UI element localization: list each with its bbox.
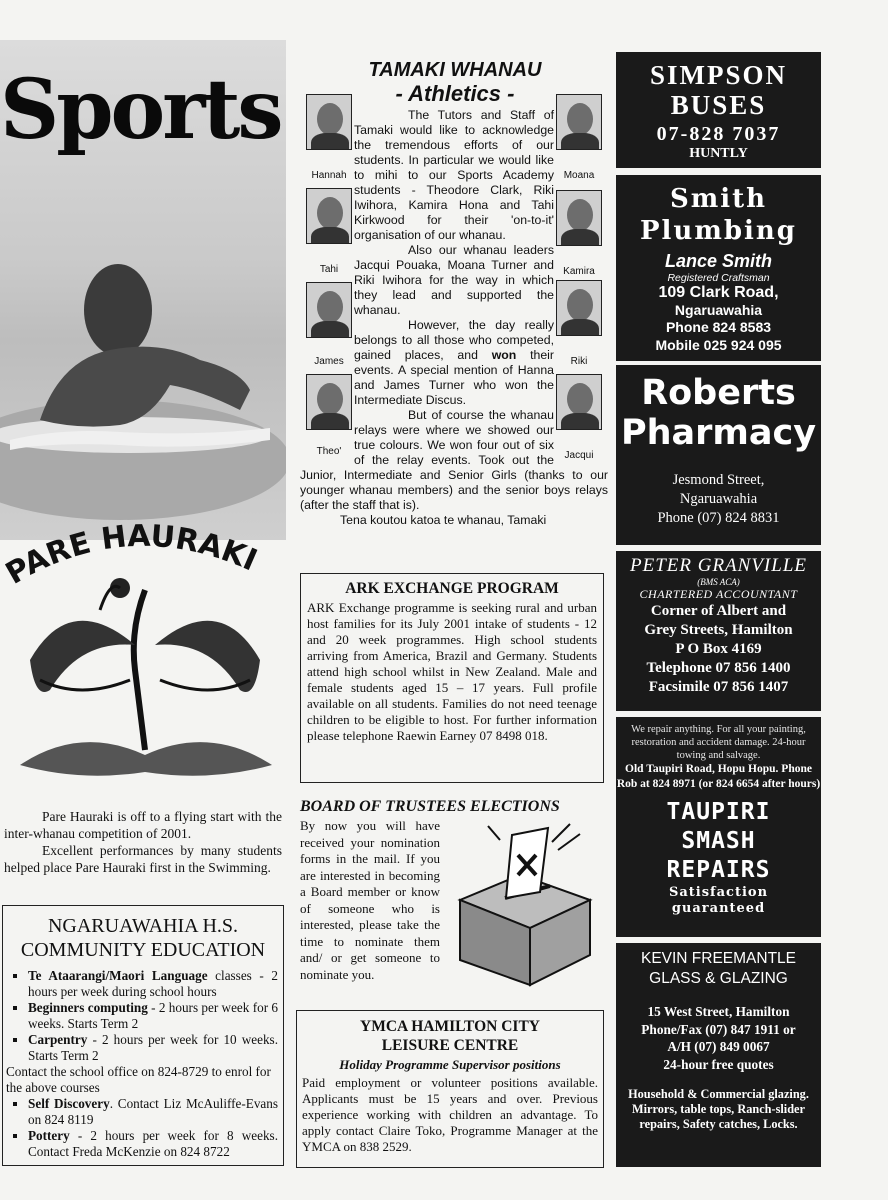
pare-paragraph: Pare Hauraki is off to a flying start with the inter-whanau competition of 2001. <box>4 809 282 841</box>
simpson-buses-ad: SIMPSON BUSES 07-828 7037 HUNTLY <box>616 52 821 168</box>
bird-emblem-icon <box>10 550 280 790</box>
ark-exchange-text: ARK Exchange programme is seeking rural and urban host families for its July 2001 intake of students - 12 and 20 week programmes. High school students arriving from America, Brazil and Germany. Students attend high school whilst in New Zealand. Male and female students aged 15 – 17 years. Full profile available on all students. Families do not need teenage children to be eligible to host. For further information please telephone Raewin Earney 07 8498 018. <box>307 600 597 743</box>
pare-paragraph: Excellent performances by many students helped place Pare Hauraki first in the Swimming. <box>4 843 282 875</box>
board-elections-text: By now you will have received your nomination forms in the mail. If you are interested in becoming a Board member or know of someone who is interested, please take the time to nominate them and/ or get someone to nominate you. <box>300 818 440 982</box>
article-paragraph: Also our whanau leaders Jacqui Pouaka, Moana Turner and Riki Iwihora for the way in which they lead and supported the whanau. <box>354 243 554 317</box>
portrait-caption: Jacqui <box>564 450 594 461</box>
ymca-title: LEISURE CENTRE <box>381 1037 519 1054</box>
article-signoff: Tena koutou katoa te whanau, Tamaki <box>340 513 547 527</box>
sports-heading: Sports <box>0 62 281 158</box>
ark-exchange-box <box>300 573 604 783</box>
ymca-text: Paid employment or volunteer positions available. Applicants must be 15 years and over. Previous experience working with children an advantage. To apply contact Claire Toko, Programme Manager at the YMCA on 838 2529. <box>302 1075 598 1154</box>
portrait-caption: Theo' <box>316 446 342 457</box>
portrait-caption: James <box>314 356 344 367</box>
ymca-title: YMCA HAMILTON CITY <box>360 1018 540 1035</box>
peter-granville-ad: PETER GRANVILLE (BMS ACA) CHARTERED ACCOUNTANT Corner of Albert and Grey Streets, Hamilton P O Box 4169 Telephone 07 856 1400 Facsimile 07 856 1407 <box>616 551 821 711</box>
course-item: ▪ Beginners computing - 2 hours per week for 6 weeks. Starts Term 2 <box>28 1000 278 1032</box>
community-education-box <box>2 905 284 1166</box>
course-item: ▪ Te Ataarangi/Maori Language classes - 2 hours per week during school hours <box>28 968 278 1000</box>
ymca-box <box>296 1010 604 1168</box>
svg-text:PARE HAURAKI: PARE HAURAKI <box>0 518 263 592</box>
portrait-caption: Moana <box>563 170 595 181</box>
roberts-pharmacy-ad: Roberts Pharmacy Jesmond Street, Ngaruawahia Phone (07) 824 8831 <box>616 365 821 545</box>
portrait-caption: Riki <box>570 356 588 367</box>
portrait-caption: Kamira <box>563 266 595 277</box>
kevin-freemantle-ad: KEVIN FREEMANTLE GLASS & GLAZING 15 West Street, Hamilton Phone/Fax (07) 847 1911 or A/H (07) 849 0067 24-hour free quotes Household & Commercial glazing. Mirrors, table tops, Ranch-slider repairs, Safety catches, Locks. <box>616 943 821 1167</box>
course-item: ▪ Carpentry - 2 hours per week for 10 weeks. Starts Term 2 <box>28 1032 278 1064</box>
article-paragraph: But of course the whanau relays were where we showed our true colours. We won four out of six of the relay events. Took out the Junior, Intermediate and Senior Girls (thanks to our younger whanau members) and the senior boys relays (after the staff that is). <box>300 408 608 512</box>
community-education-title: NGARUAWAHIA H.S. COMMUNITY EDUCATION <box>20 915 266 961</box>
tamaki-whanau-article <box>300 108 608 558</box>
smith-plumbing-ad: Smith Plumbing Lance Smith Registered Craftsman 109 Clark Road, Ngaruawahia Phone 824 8583 Mobile 025 924 095 <box>616 175 821 361</box>
ballot-box-icon <box>440 820 600 990</box>
ark-exchange-title: ARK EXCHANGE PROGRAM <box>345 580 559 597</box>
board-elections-title: BOARD OF TRUSTEES ELECTIONS <box>300 798 560 815</box>
portrait-caption: Tahi <box>319 264 339 275</box>
pare-hauraki-article <box>4 808 282 876</box>
enrol-contact: Contact the school office on 824-8729 to enrol for the above courses <box>6 1064 271 1095</box>
tamaki-whanau-title: TAMAKI WHANAU - Athletics - <box>368 59 542 106</box>
article-paragraph: The Tutors and Staff of Tamaki would like to acknowledge the tremendous efforts of our students. In particular we would like to mihi to our Sports Academy students - Theodore Clark, Riki Iwihora, Kamira Hona and Tahi Kirkwood for their 'on-to-it' organisation of our whanau. <box>354 108 554 242</box>
article-paragraph: However, the day really belongs to all those who competed, gained places, and won their events. A special mention of Hanna and James Turner who won the Intermediate Discus. <box>354 318 555 407</box>
taupiri-smash-repairs-ad: We repair anything. For all your painting, restoration and accident damage. 24-hour towing and salvage. Old Taupiri Road, Hopu Hopu. Phone Rob at 824 8971 (or 824 6654 after hours) TAUPIRI SMASH REPAIRS Satisfaction guaranteed <box>616 717 821 937</box>
course-item: ▪ Pottery - 2 hours per week for 8 weeks. Contact Freda McKenzie on 824 8722 <box>28 1128 278 1160</box>
course-item: ▪ Self Discovery. Contact Liz McAuliffe-Evans on 824 8119 <box>28 1096 278 1128</box>
ymca-subtitle: Holiday Programme Supervisor positions <box>339 1057 561 1072</box>
portrait-caption: Hannah <box>311 170 347 181</box>
